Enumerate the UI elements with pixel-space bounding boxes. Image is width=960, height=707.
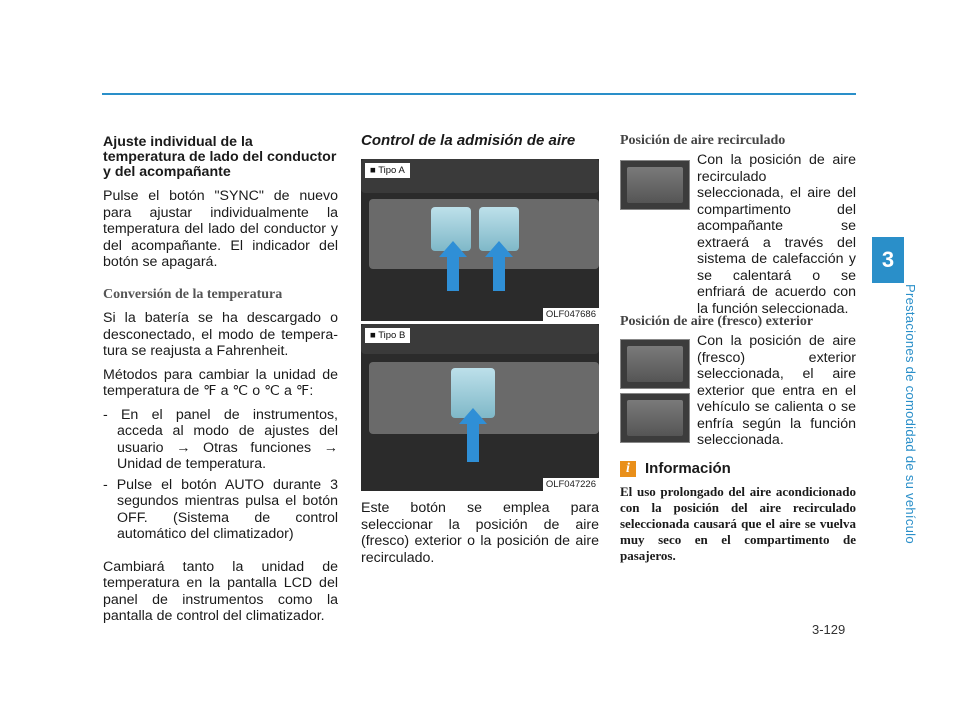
figure-code-b: OLF047226 bbox=[543, 478, 599, 491]
column-1 bbox=[103, 135, 338, 625]
arrow-up-icon bbox=[459, 408, 487, 462]
chapter-tab: 3 bbox=[872, 237, 904, 283]
para-battery: Si la batería se ha descargado o desconectado, el modo de tempera- tura se reajusta a Fahrenheit. bbox=[103, 310, 338, 359]
chapter-title-vertical: Prestaciones de comodidad de su vehículo bbox=[903, 284, 918, 544]
heading-air-intake: Control de la admisión de aire bbox=[361, 132, 576, 149]
arrow-up-icon bbox=[485, 241, 513, 291]
text-fresh-air bbox=[697, 333, 856, 449]
figure-type-a bbox=[361, 159, 599, 321]
info-icon: i bbox=[620, 461, 636, 477]
heading-temp-conversion: Conversión de la temperatura bbox=[103, 286, 283, 302]
fresh-air-off-icon bbox=[620, 393, 690, 443]
figure-tag-a: ■ Tipo A bbox=[365, 163, 410, 178]
para-recirculated: Con la posición de aire recirculado seleccionada, el aire del compartimento del acompañante se extraerá a través del sistema de calefacción y se calentará o se enfriará de acuerdo con la función seleccionada. bbox=[697, 152, 856, 317]
header-rule bbox=[102, 93, 856, 95]
list-item-auto: - Pulse el botón AUTO durante 3 segundos mientras pulsa el botón OFF. (Sistema de control automático del climatizador) bbox=[103, 476, 338, 542]
para-methods: Métodos para cambiar la unidad de temperatura de ℉ a ℃ o ℃ a ℉: bbox=[103, 366, 338, 399]
arrow-up-icon bbox=[439, 241, 467, 291]
para-units: Cambiará tanto la unidad de temperatura en la pantalla LCD del panel de instrumentos como la pantalla de control del climatizador. bbox=[103, 558, 338, 624]
heading-recirculated: Posición de aire recirculado bbox=[620, 133, 786, 148]
text-recirculated bbox=[697, 152, 856, 317]
column-2-text bbox=[361, 500, 599, 566]
figure-code-a: OLF047686 bbox=[543, 308, 599, 321]
info-title: Información bbox=[645, 460, 731, 477]
recirculation-icon bbox=[620, 160, 690, 210]
list-item-instruments: - En el panel de instrumentos, acceda al modo de ajustes del usuario → Otras funciones → Unidad de temperatura. bbox=[103, 406, 338, 472]
para-fresh-air: Con la posición de aire (fresco) exterior seleccionada, el aire exterior que entra en el vehículo se calienta o se enfría según la función seleccionada. bbox=[697, 333, 856, 448]
fresh-air-icon bbox=[620, 339, 690, 389]
para-intake: Este botón se emplea para seleccionar la posición de aire (fresco) exterior o la posición de aire recirculado. bbox=[361, 500, 599, 566]
arrows-a bbox=[361, 159, 599, 321]
figure-type-b bbox=[361, 324, 599, 491]
page-number: 3-129 bbox=[812, 622, 846, 637]
heading-fresh-air: Posición de aire (fresco) exterior bbox=[620, 314, 814, 329]
para-sync: Pulse el botón "SYNC" de nuevo para ajustar individualmente la temperatura del lado del conductor y del acompañante. El indicador del botón se apagará. bbox=[103, 188, 338, 270]
figure-tag-b: ■ Tipo B bbox=[365, 328, 410, 343]
arrows-b bbox=[361, 324, 599, 491]
info-text: El uso prolongado del aire acondicionado con la posición del aire recirculado seleccionada causará que el aire se vuelva muy seco en el compartimento de pasajeros. bbox=[620, 484, 856, 563]
heading-individual-temp: Ajuste individual de la temperatura de lado del conductor y del acompañante bbox=[103, 134, 337, 180]
